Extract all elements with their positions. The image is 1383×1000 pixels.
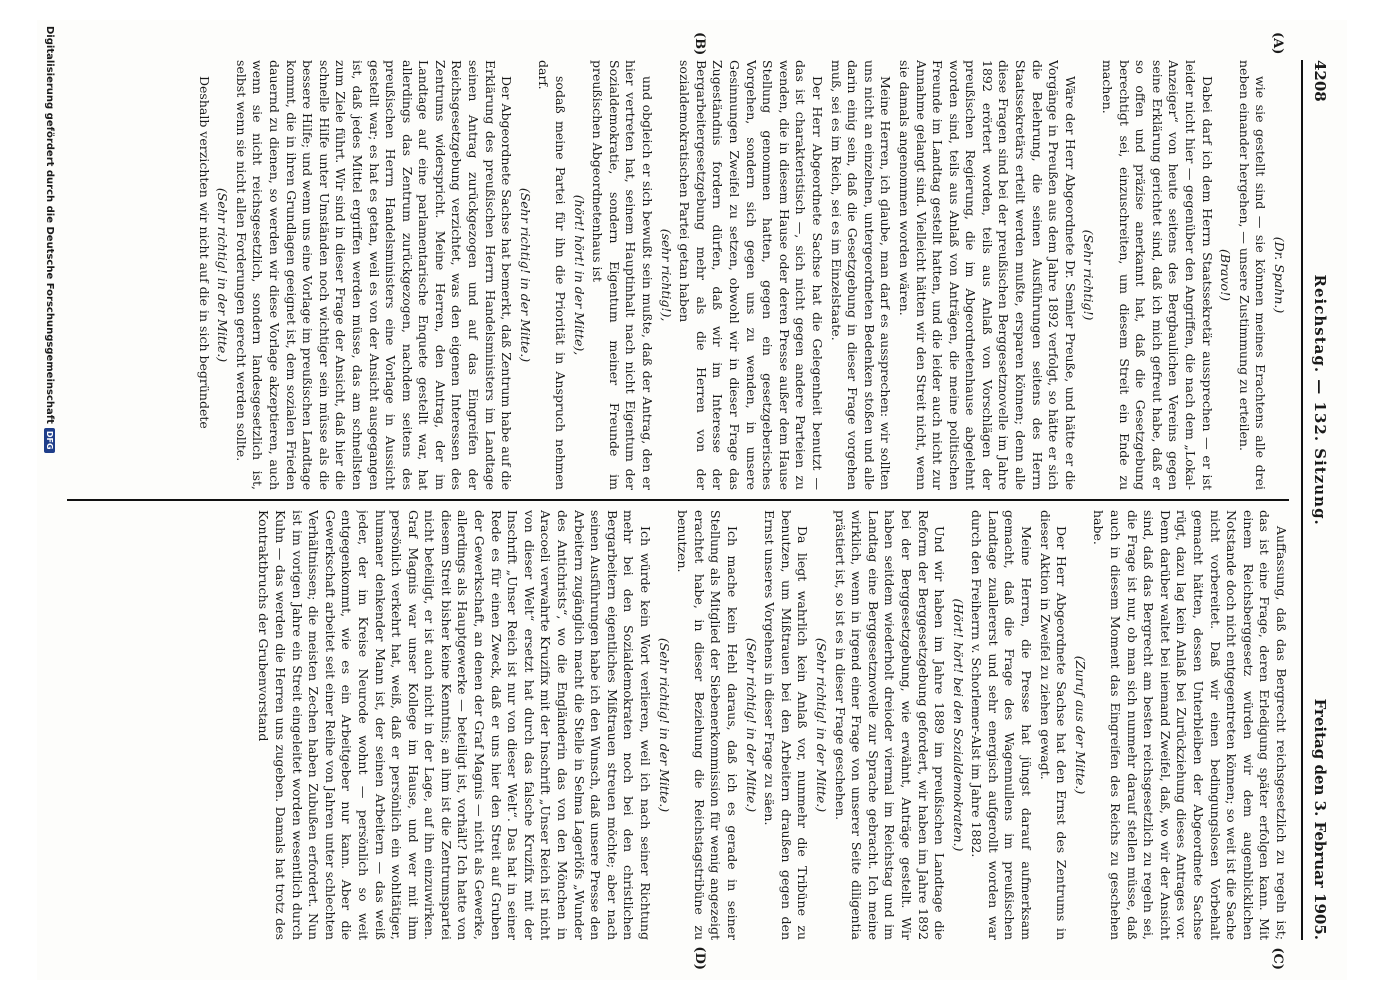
dfg-logo: DFG — [44, 428, 55, 453]
column-divider — [67, 499, 1289, 501]
stage-direction: (Sehr richtig! in der Mitte.) — [743, 637, 759, 813]
paragraph: Meine Herren, ich glaube, man darf es aussprechen: wir sollten uns nicht an einzelnen, untergeordneten Bedenken stoßen und alle darin einig sein, daß die Gesetzgebung in dieser Frage vorgehen muß, sei es im Reich, sei es im Einzelstaate. — [828, 60, 893, 490]
paragraph: Der Herr Abgeordnete Sachse hat den Ernst des Zentrums in dieser Aktion in Zweifel zu ziehen gewagt. — [1037, 510, 1069, 940]
left-text-column — [67, 60, 1289, 490]
paragraph: Dabei darf ich dem Herrn Staatssekretär aussprechen — er ist leider nicht hier — gegenüber den Angriffen, die nach dem „Lokal-Anzeiger“ von heute seitens des Bergbaulichen Vereins gegen seine Erklärung gerichtet sind, daß ich mich gefreut habe, daß er so offen und präzise anerkannt hat, daß die Gesetzgebung berechtigt sei, einzuschreiten, um diesem Streit ein Ende zu machen. — [1099, 60, 1215, 490]
paragraph: Ich mache kein Hehl daraus, daß ich es gerade in seiner Stellung als Mitglied der Siebenerkommission für wenig angezeigt erachtet habe, in dieser Beziehung die Reichstagstribüne zu benutzen. — [674, 510, 740, 940]
right-text-column — [67, 510, 1289, 940]
paragraph: und obgleich er sich bewußt sein mußte, daß der Antrag, den er hier vertreten hat, seinem Hauptinhalt nach nicht Eigentum der Sozialdemokratie, sondern Eigentum meiner Freunde im preußischen Abgeordnetenhaus ist — [589, 60, 655, 490]
stage-direction: (Bravo!) — [1217, 249, 1233, 301]
paragraph: Meine Herren, die Presse hat jüngst darauf aufmerksam gemacht, daß die Frage des Wagennullens im preußischen Landtage zuallererst und sehr energisch aufgerollt worden war durch den Freiherrn v. Schorlemer-Alst im Jahre 1882. — [968, 510, 1034, 940]
margin-letter-c: (C) — [1269, 947, 1285, 970]
paragraph: Der Abgeordnete Sachse hat bemerkt, daß Zentrum habe auf die Erklärung des preußischen Herrn Handelsministers im Landtage seinen Antrag zurückgezogen und auf das Eingreifen der Reichsgesetzgebung verzichtet, was den eigenen Interessen des Zentrums widerspricht. Meine Herren, den Antrag, der im Landtage auf eine parlamentarische Enquete gestellt war, hat allerdings das Zentrum zurückgezogen, nachdem seitens des preußischen Herrn Handelsministers eine Vorlage in Aussicht gestellt war; es hat es getan, weil es von der Ansicht ausgegangen ist, daß jedes Mittel ergriffen werden müsse, das am schnellsten zum Ziele führt. Wir sind in dieser Frage der Ansicht, daß hier die schnelle Hilfe unter Umständen noch wichtiger sein müsse als die bessere Hilfe; und wenn uns eine Vorlage im preußischen Landtage kommt, die in ihren Grundlagen geeignet ist, dem sozialen Frieden dauernd zu dienen, so werden wir diese Vorlage akzeptieren, auch wenn sie nicht reichsgesetzlich, sondern landesgesetzlich ist, selbst wenn sie nicht allen Forderungen gerecht werden sollte. — [233, 60, 514, 490]
stage-direction: (Sehr richtig! in der Mitte.) — [214, 187, 230, 363]
paragraph: Und wir haben im Jahre 1889 im preußischen Landtage die Reform der Berggesetzgebung gefordert, wir haben im Jahre 1892 bei der Berggesetzgebung, wie erwähnt, Anträge gestellt. Wir haben seitdem wiederholt dreioder viermal im Reichstag und im Landtag eine Berggesetznovelle zur Sprache gebracht. Ich meine wirklich, wenn in irgend einer Frage von unserer Seite diligentia prästiert ist, so ist es in dieser Frage geschehen. — [832, 510, 947, 940]
paragraph: Wäre der Herr Abgeordnete Dr. Semler Preuße, und hätte er die Vorgänge in Preußen aus dem Jahre 1892 verfolgt, so hätte er sich die Belehrung, die seinen Ausführungen seitens des Herrn Staatssekretärs erteilt werden mußte, ersparen können; denn alle diese Fragen sind bei der preußischen Berggesetznovelle im Jahre 1892 erörtert worden, teils aus Anlaß von Vorschlägen der preußischen Regierung, die im Abgeordnetenhause abgelehnt worden sind, teils aus Anlaß von Anträgen, die meine politischen Freunde im Landtag gestellt hatten, und die leider auch nicht zur Annahme gelangt sind. Vielleicht hätten wir den Streit nicht, wenn sie damals angenommen worden wären. — [896, 60, 1078, 490]
stage-direction: (Sehr richtig! in der Mitte.) — [517, 187, 533, 363]
stage-direction: (Sehr richtig! in der Mitte.) — [813, 637, 829, 813]
paragraph: Der Herr Abgeordnete Sachse hat die Gelegenheit benutzt — das ist charakteristisch —, sich nicht gegen andere Parteien zu wenden, die in diesem Hause oder deren Presse außer dem Hause Stellung genommen hatten, gegen ein gesetzgeberisches Vorgehen, sondern sich gegen uns zu wenden, in unsere Gesinnungen Zweifel zu setzen, obwohl wir in dieser Frage das Zugeständnis fordern dürfen, daß wir im Interesse der Bergarbeitergesetzgebung mehr als die Herren von der sozialdemokratischen Partei getan haben — [676, 60, 825, 490]
stage-direction: (Sehr richtig!) — [1080, 229, 1096, 321]
stage-direction: (Hört! hört! bei den Sozialdemokraten.) — [950, 598, 966, 852]
session-title: Reichstag. — 132. Sitzung. — [1310, 274, 1329, 526]
paragraph: Deshalb verzichten wir nicht auf die in sich begründete — [196, 76, 212, 429]
footer-text: Digitalisierung gefördert durch die Deutsche Forschungsgemeinschaft — [44, 26, 55, 424]
paragraph: sodaß meine Partei für ihn die Priorität in Anspruch nehmen darf. — [535, 60, 568, 490]
paragraph: Ich würde kein Wort verlieren, weil ich nach seiner Richtung mehr bei den Sozialdemokraten noch bei den christlichen Bergarbeitern eigentliches Mißtrauen streuen möchte; aber nach seinen Ausführungen habe ich den Wunsch, daß unsere Presse den Arbeitern zugänglich macht die Stelle in Selma Lagerlöfs „Wunder des Antichrists“, wo die Engländerin das von den Mönchen in Aracoeli verwahrte Kruzifix mit der Inschrift „Unser Reich ist nicht von dieser Welt“ ersetzt hat durch das falsche Kruzifix mit der Inschrift „Unser Reich ist nur von dieser Welt“. Das hat in seiner Rede es für einen Zweck, daß er uns hier den Streit auf Gruben der Gewerkschaft, an denen der Graf Magnis — nicht als Gewerke, allerdings als Hauptgewerke — beteiligt ist, vorhält? Ich hatte von diesem Streit bisher keine Kenntnis; an ihm ist die Zentrumspartei nicht beteiligt, er ist auch nicht in der Lage, auf ihn einzuwirken. Graf Magnis war unser Kollege im Hause, und wer mit ihm persönlich verkehrt hat, weiß, daß er persönlich ein wohltätiger, humaner denkender Mann ist, der seinen Arbeitern — das weiß jeder, der im Kreise Neurode wohnt — persönlich so weit entgegenkommt, wie es ein Arbeitgeber nur kann. Aber die Gewerkschaft arbeitet seit einer Reihe von Jahren unter schlechten Verhältnissen; die meisten Zechen haben Zubußen erfordert. Nun ist im vorigen Jahre ein Streit eingeleitet worden wesentlich durch Kuhn — das werden die Herren uns zugeben. Damals hat trotz des Kontraktbruchs der Grubenvorstand — [255, 510, 653, 940]
paragraph: Da liegt wahrlich kein Anlaß vor, nunmehr die Tribüne zu benutzen, um Mißtrauen bei den Arbeitern draußen gegen den Ernst unseres Vorgehens in dieser Frage zu säen. — [761, 510, 810, 940]
digitization-footer — [41, 20, 59, 980]
paragraph: wie sie gestellt sind — sie können meines Erachtens alle drei neben einander hergehen, — unsere Zustimmung zu erteilen. — [1236, 60, 1268, 490]
session-date: Freitag den 3. Februar 1905. — [1310, 698, 1329, 940]
margin-letter-b: (B) — [691, 32, 707, 56]
stage-direction: (sehr richtig!), — [658, 228, 674, 322]
stage-direction: (hört! hört! in der Mitte), — [571, 194, 587, 356]
speaker-name: (Dr. Spahn.) — [1271, 236, 1287, 314]
margin-letter-d: (D) — [691, 946, 707, 970]
page-number: 4208 — [1310, 60, 1329, 102]
stage-direction: (Zuruf aus der Mitte.) — [1072, 655, 1088, 795]
page-header — [1301, 60, 1329, 940]
document-page — [37, 20, 1347, 980]
paragraph: Auffassung, daß das Bergrecht reichsgesetzlich zu regeln ist; das ist eine Frage, deren Erledigung später erfolgen kann. Mit einem Reichsberggesetz würden wir dem augenblicklichen Notstande doch nicht entgegentreten können; so weit ist die Sache nicht vorbereitet. Daß wir einen bedingungslosen Vorbehalt gemacht hätten, dessen Unterbleiben der Abgeordnete Sachse rügt, dazu lag kein Anlaß bei Zurückziehung dieses Antrages vor. Denn darüber waltet bei niemand Zweifel, daß, wo wir der Ansicht sind, daß das Bergrecht am besten reichsgesetzlich zu regeln sei, die Frage ist nur, ob man sich nunmehr darauf stellen müsse, daß auch in diesem Moment das Eingreifen des Reichs zu geschehen habe. — [1090, 510, 1289, 940]
margin-letter-a: (A) — [1269, 32, 1285, 55]
stage-direction: (Sehr richtig! in der Mitte.) — [656, 637, 672, 813]
